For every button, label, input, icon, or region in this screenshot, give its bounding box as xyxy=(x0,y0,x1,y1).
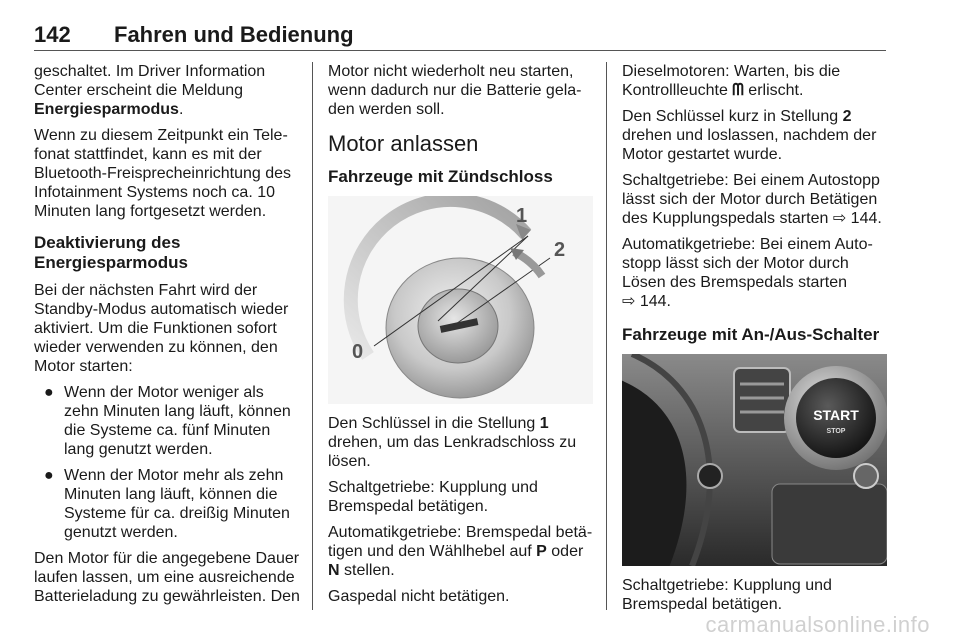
position-label-2: 2 xyxy=(554,239,566,261)
paragraph xyxy=(328,523,593,580)
paragraph: Schaltgetriebe: Kupplung und Bremspedal betätigen. xyxy=(622,577,832,613)
small-control-button xyxy=(698,464,722,488)
start-label: START xyxy=(813,407,859,423)
text: geschaltet. Im Driver Information Center erscheint die Meldung xyxy=(34,63,266,99)
paragraph: Den Motor für die angegebene Dauer laufen lassen, um eine ausreichende Batterieladung zu gewährleisten. Den xyxy=(34,550,300,605)
column-2 xyxy=(328,62,593,613)
chapter-title: Fahren und Bedienung xyxy=(114,22,354,47)
text: drehen und loslassen, nachdem der Motor gestartet wurde. xyxy=(622,127,877,163)
paragraph xyxy=(622,62,887,100)
paragraph xyxy=(622,107,887,164)
ignition-lock-illustration xyxy=(328,196,593,404)
position-ref: 2 xyxy=(842,108,852,125)
start-button-photo xyxy=(622,354,887,566)
page-ref: 144. xyxy=(850,210,882,227)
ignition-lock-figure xyxy=(328,196,593,404)
text: erlischt. xyxy=(743,82,804,99)
page-ref-arrow-icon: ⇨ xyxy=(622,293,636,310)
header-rule xyxy=(34,50,886,51)
paragraph xyxy=(328,414,593,471)
watermark: carmanualsonline.info xyxy=(705,612,930,637)
position-ref: 1 xyxy=(539,415,549,432)
text: Automatikgetriebe: Bei einem Autostopp lässt sich der Motor durch Lösen des Bremspedals starten xyxy=(622,236,873,291)
gear-ref: P xyxy=(536,543,547,560)
list-item xyxy=(34,383,300,459)
glow-plug-icon: ᗰ xyxy=(732,82,744,99)
list-item-text: Wenn der Motor mehr als zehn Minuten lang läuft, können die Systeme für ca. dreißig Minuten genutzt werden. xyxy=(64,467,290,541)
paragraph xyxy=(622,235,887,311)
text: stellen. xyxy=(339,562,395,579)
section-title: Motor anlassen xyxy=(328,131,479,156)
text: Schaltgetriebe: Bei einem Autostopp lässt sich der Motor durch Betätigen des Kupplungspedals starten xyxy=(622,172,880,227)
page-header xyxy=(34,14,886,52)
paragraph: Wenn zu diesem Zeitpunkt ein Telefonat stattfindet, kann es mit der Bluetooth-Freisprecheinrichtung des Infotainment Systems noch ca. 10 Minuten lang fortgesetzt werden. xyxy=(34,127,292,220)
message-name: Energiesparmodus xyxy=(34,101,179,118)
section-heading: Deaktivierung des Energiesparmodus xyxy=(34,233,188,272)
paragraph: Schaltgetriebe: Kupplung und Bremspedal betätigen. xyxy=(328,479,538,515)
page-number: 142 xyxy=(34,22,71,47)
text: drehen, um das Lenkradschloss zu lösen. xyxy=(328,434,577,470)
bullet-list xyxy=(34,383,300,542)
bullet-icon: ● xyxy=(44,384,54,401)
center-console-panel xyxy=(772,484,887,564)
column-1 xyxy=(34,62,300,613)
paragraph: Gaspedal nicht betätigen. xyxy=(328,588,510,605)
text: Den Schlüssel kurz in Stellung xyxy=(622,108,843,125)
list-item-text: Wenn der Motor weniger als zehn Minuten lang läuft, können die Systeme ca. fünf Minuten lang genutzt werden. xyxy=(64,384,291,458)
paragraph: Bei der nächsten Fahrt wird der Standby-Modus automatisch wieder aktiviert. Um die Funktionen sofort wieder verwenden zu können, den Motor starten: xyxy=(34,282,289,375)
gear-ref: N xyxy=(328,562,340,579)
position-label-1: 1 xyxy=(516,205,528,227)
column-3 xyxy=(622,62,887,621)
start-stop-illustration xyxy=(622,354,887,566)
bullet-icon: ● xyxy=(44,467,54,484)
paragraph xyxy=(622,171,887,228)
air-vent xyxy=(734,368,790,432)
text: Dieselmotoren: Warten, bis die Kontrollleuchte xyxy=(622,63,841,99)
text: Automatikgetriebe: Bremspedal betätigen und den Wählhebel auf xyxy=(328,524,593,560)
page-ref: 144. xyxy=(639,293,671,310)
list-item xyxy=(34,466,300,542)
subsection-title: Fahrzeuge mit Zündschloss xyxy=(328,167,553,186)
column-divider-1 xyxy=(312,62,313,610)
text: oder xyxy=(546,543,584,560)
paragraph xyxy=(34,62,300,119)
stop-label: STOP xyxy=(826,428,846,435)
page-ref-arrow-icon: ⇨ xyxy=(832,210,847,227)
text: Den Schlüssel in die Stellung xyxy=(328,415,540,432)
subsection-title: Fahrzeuge mit An-/Aus-Schalter xyxy=(622,325,880,344)
console-knob xyxy=(854,464,878,488)
text: . xyxy=(178,101,184,118)
column-divider-2 xyxy=(606,62,607,610)
paragraph: Motor nicht wiederholt neu starten, wenn dadurch nur die Batterie geladen werden soll. xyxy=(328,63,582,118)
position-label-0: 0 xyxy=(352,341,364,363)
